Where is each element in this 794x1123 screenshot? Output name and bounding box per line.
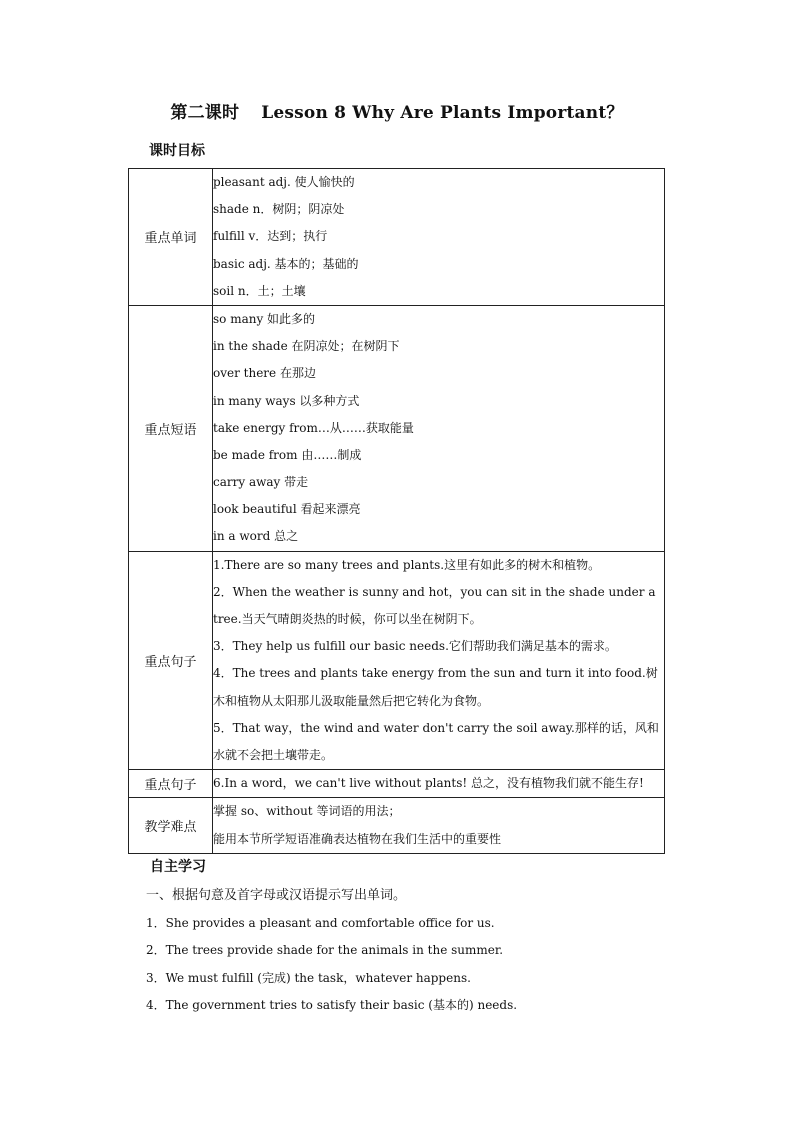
sentence-item: 2．When the weather is sunny and hot，you can sit in the shade under a tree.当天气晴朗炎热的时候，你可以坐在树阴下。 [213, 584, 656, 627]
sentence-item: 4．The trees and plants take energy from the sun and turn it into food.树木和植物从太阳那儿汲取能量然后把它转化为食物。 [213, 666, 658, 708]
exercise-instruction: 一、根据句意及首字母或汉语提示写出单词。 [146, 888, 407, 903]
sentences2-content [213, 770, 665, 798]
vocab-item: fulfill v．达到；执行 [213, 229, 328, 244]
objectives-table [128, 168, 665, 854]
vocab-row [129, 169, 665, 306]
difficulty-item: 掌握 so、without 等词语的用法； [213, 804, 401, 819]
phrases-category: 重点短语 [129, 305, 213, 551]
vocab-item: basic adj. 基本的；基础的 [213, 256, 359, 271]
phrase-item: carry away 带走 [213, 475, 309, 490]
exercise-question: 4．The government tries to satisfy their basic (基本的) needs. [146, 998, 518, 1012]
exercise-question: 2．The trees provide shade for the animals in the summer. [146, 943, 504, 957]
phrase-item: in many ways 以多种方式 [213, 393, 360, 408]
sentence-item: 5．That way，the wind and water don't carry the soil away.那样的话，风和水就不会把土壤带走。 [213, 720, 659, 763]
phrase-item: over there 在那边 [213, 366, 316, 381]
phrase-item: be made from 由……制成 [213, 447, 362, 462]
sentences-content [213, 551, 665, 770]
difficulty-content [213, 798, 665, 853]
phrases-content [213, 305, 665, 551]
exercise-section [146, 882, 517, 1020]
phrase-item: take energy from…从……获取能量 [213, 420, 414, 435]
page-title [0, 98, 794, 123]
lesson-title: Lesson 8 Why Are Plants Important？ [261, 103, 624, 123]
phrase-item: look beautiful 看起来漂亮 [213, 502, 361, 517]
phrase-item: in a word 总之 [213, 529, 299, 544]
sentence-item: 3．They help us fulfill our basic needs.它们帮助我们满足基本的需求。 [213, 639, 617, 654]
sentences2-category: 重点句子 [129, 770, 213, 798]
phrase-item: so many 如此多的 [213, 311, 316, 326]
difficulty-row [129, 798, 665, 853]
difficulty-item: 能用本节所学短语准确表达植物在我们生活中的重要性 [213, 831, 502, 846]
sentences-row [129, 551, 665, 770]
phrases-row [129, 305, 665, 551]
sentence-item: 1.There are so many trees and plants.这里有如此多的树木和植物。 [213, 557, 601, 572]
sentences-category: 重点句子 [129, 551, 213, 770]
sentence-item: 6.In a word，we can't live without plants! 总之，没有植物我们就不能生存! [213, 776, 644, 791]
exercise-question: 3．We must fulfill (完成) the task，whatever happens. [146, 970, 471, 985]
difficulty-category: 教学难点 [129, 798, 213, 853]
vocab-category: 重点单词 [129, 169, 213, 306]
phrase-item: in the shade 在阴凉处；在树阴下 [213, 339, 400, 354]
vocab-item: pleasant adj. 使人愉快的 [213, 175, 355, 189]
self-study-heading: 自主学习 [150, 859, 206, 875]
vocab-item: shade n．树阴；阴凉处 [213, 202, 345, 217]
sentences2-row [129, 770, 665, 798]
lesson-number: 第二课时 [170, 103, 240, 123]
exercise-question: 1．She provides a pleasant and comfortable office for us. [146, 915, 495, 930]
vocab-item: soil n．土；土壤 [213, 283, 306, 298]
vocab-content [213, 169, 665, 306]
objectives-heading: 课时目标 [149, 143, 205, 159]
